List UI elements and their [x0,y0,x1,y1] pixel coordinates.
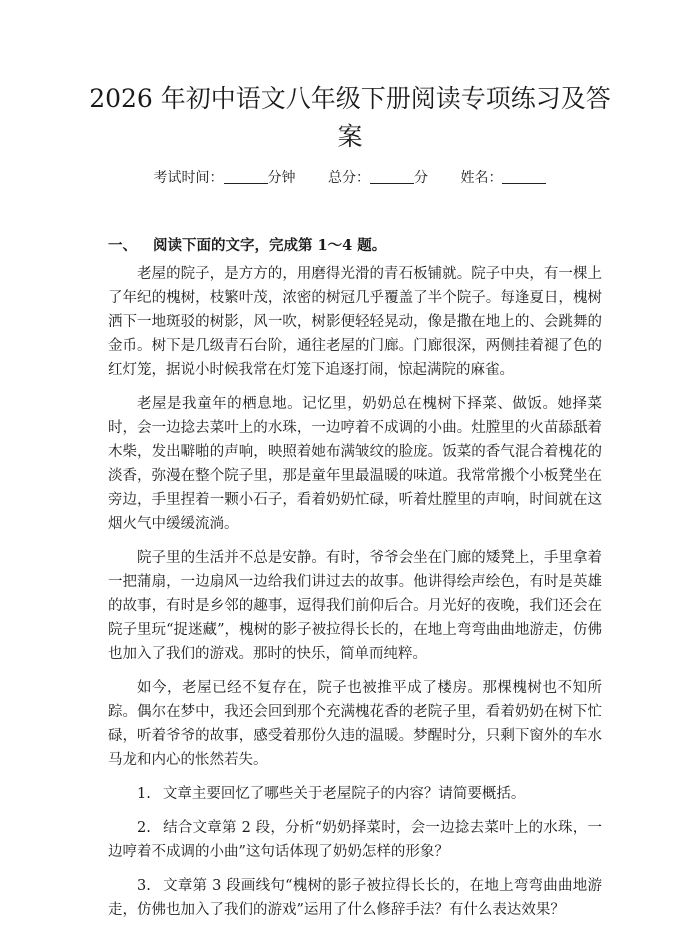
total-score-label: 总分： [328,170,370,186]
section-title: 阅读下面的文字，完成第 1～4 题。 [153,237,387,254]
question-text: 结合文章第 2 段，分析“奶奶择菜时，会一边捻去菜叶上的水珠，一边哼着不成调的小曲”这句话体现了奶奶怎样的形象？ [108,820,602,860]
total-score-blank[interactable] [370,169,414,184]
total-score-field [328,170,428,186]
exam-time-blank[interactable] [224,169,268,184]
passage-paragraph: 老屋的院子，是方方的，用磨得光滑的青石板铺就。院子中央，有一棵上了年纪的槐树，枝繁叶茂，浓密的树冠几乎覆盖了半个院子。每逢夏日，槐树洒下一地斑驳的树影，风一吹，树影便轻轻晃动，像是撒在地上的、会跳舞的金币。树下是几级青石台阶，通往老屋的门廊。门廊很深，两侧挂着褪了色的红灯笼，据说小时候我常在灯笼下追逐打闹，惊起满院的麻雀。 [108,266,602,378]
passage-paragraph: 如今，老屋已经不复存在，院子也被推平成了楼房。那棵槐树也不知所踪。偶尔在梦中，我还会回到那个充满槐花香的老院子里，看着奶奶在树下忙碌，听着爷爷的故事，感受着那份久违的温暖。梦醒时分，只剩下窗外的车水马龙和内心的怅然若失。 [108,680,602,768]
exam-time-field [154,170,296,186]
question-number: 3. [137,878,151,894]
student-name-blank[interactable] [502,169,546,184]
exam-info-line [0,168,700,188]
question-item [108,874,602,922]
question-item [108,816,602,864]
exam-time-label: 考试时间： [153,170,224,186]
question-text: 文章主要回忆了哪些关于老屋院子的内容？请简要概括。 [162,786,526,802]
question-item [108,782,602,806]
section-heading [108,236,386,256]
question-number: 1. [137,786,151,802]
total-score-unit: 分 [414,170,428,186]
section-number: 一、 [108,237,137,254]
student-name-field [460,170,546,186]
passage-paragraph: 老屋是我童年的栖息地。记忆里，奶奶总在槐树下择菜、做饭。她择菜时，会一边捻去菜叶上的水珠，一边哼着不成调的小曲。灶膛里的火苗舔舐着木柴，发出噼啪的声响，映照着她布满皱纹的脸庞。饭菜的香气混合着槐花的淡香，弥漫在整个院子里，那是童年里最温暖的味道。我常常搬个小板凳坐在旁边，手里捏着一颗小石子，看着奶奶忙碌，听着灶膛里的声响，时间就在这烟火气中缓缓流淌。 [108,396,602,532]
question-text: 文章第 3 段画线句“槐树的影子被拉得长长的，在地上弯弯曲曲地游走，仿佛也加入了我们的游戏”运用了什么修辞手法？有什么表达效果？ [108,878,602,918]
student-name-label: 姓名： [460,170,503,186]
question-number: 2. [137,820,151,836]
document-title: 2026 年初中语文八年级下册阅读专项练习及答案 [89,84,611,151]
exam-time-unit: 分钟 [267,170,296,186]
passage-paragraph: 院子里的生活并不总是安静。有时，爷爷会坐在门廊的矮凳上，手里拿着一把蒲扇，一边扇风一边给我们讲过去的故事。他讲得绘声绘色，有时是英雄的故事，有时是乡邻的趣事，逗得我们前仰后合。月光好的夜晚，我们还会在院子里玩“捉迷藏”，槐树的影子被拉得长长的，在地上弯弯曲曲地游走，仿佛也加入了我们的游戏。那时的快乐，简单而纯粹。 [108,550,602,662]
reading-passage [108,262,602,932]
